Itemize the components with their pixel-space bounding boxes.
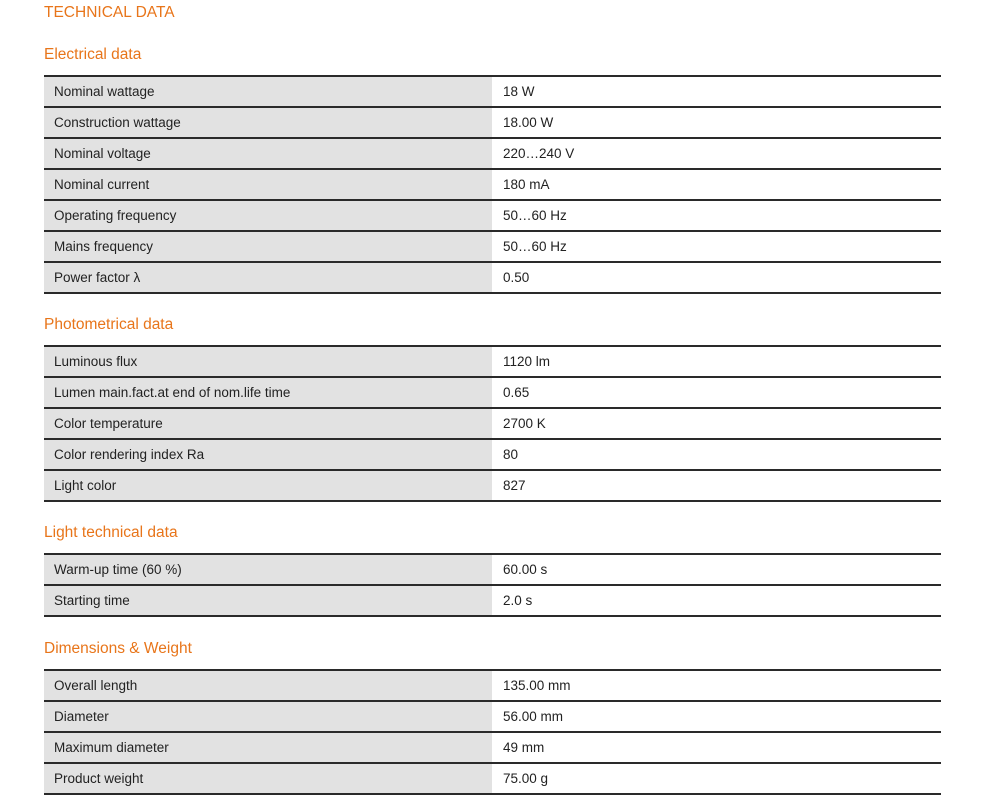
row-value: 180 mA <box>493 169 942 200</box>
row-value: 135.00 mm <box>493 670 942 701</box>
table-row <box>44 439 941 470</box>
row-value: 49 mm <box>493 732 942 763</box>
row-value: 1120 lm <box>493 346 942 377</box>
table-row <box>44 670 941 701</box>
row-value: 827 <box>493 470 942 501</box>
row-label: Maximum diameter <box>44 732 493 763</box>
row-label: Color temperature <box>44 408 493 439</box>
row-value: 18 W <box>493 76 942 107</box>
section-title-light-technical: Light technical data <box>44 524 178 541</box>
table-row <box>44 470 941 501</box>
table-row <box>44 585 941 616</box>
row-label: Color rendering index Ra <box>44 439 493 470</box>
row-value: 50…60 Hz <box>493 231 942 262</box>
row-value: 0.50 <box>493 262 942 293</box>
table-row <box>44 554 941 585</box>
table-row <box>44 763 941 794</box>
electrical-data-table <box>44 75 941 294</box>
table-row <box>44 377 941 408</box>
table-row <box>44 346 941 377</box>
row-value: 75.00 g <box>493 763 942 794</box>
table-row <box>44 231 941 262</box>
table-row <box>44 76 941 107</box>
row-label: Lumen main.fact.at end of nom.life time <box>44 377 493 408</box>
table-row <box>44 732 941 763</box>
row-label: Mains frequency <box>44 231 493 262</box>
row-label: Power factor λ <box>44 262 493 293</box>
dimensions-weight-data-table <box>44 669 941 795</box>
section-title-dimensions-weight: Dimensions & Weight <box>44 640 192 657</box>
row-value: 60.00 s <box>493 554 942 585</box>
row-label: Warm-up time (60 %) <box>44 554 493 585</box>
row-label: Overall length <box>44 670 493 701</box>
row-label: Construction wattage <box>44 107 493 138</box>
row-label: Starting time <box>44 585 493 616</box>
row-value: 56.00 mm <box>493 701 942 732</box>
photometrical-data-table <box>44 345 941 502</box>
table-row <box>44 200 941 231</box>
table-row <box>44 408 941 439</box>
row-label: Nominal current <box>44 169 493 200</box>
row-value: 0.65 <box>493 377 942 408</box>
table-row <box>44 138 941 169</box>
row-label: Light color <box>44 470 493 501</box>
row-label: Nominal voltage <box>44 138 493 169</box>
row-value: 2700 K <box>493 408 942 439</box>
row-label: Luminous flux <box>44 346 493 377</box>
row-value: 220…240 V <box>493 138 942 169</box>
table-row <box>44 169 941 200</box>
row-value: 18.00 W <box>493 107 942 138</box>
row-value: 50…60 Hz <box>493 200 942 231</box>
row-label: Nominal wattage <box>44 76 493 107</box>
row-value: 2.0 s <box>493 585 942 616</box>
row-label: Product weight <box>44 763 493 794</box>
row-value: 80 <box>493 439 942 470</box>
page-title: TECHNICAL DATA <box>44 4 175 21</box>
section-title-electrical: Electrical data <box>44 46 142 63</box>
table-row <box>44 701 941 732</box>
light-technical-data-table <box>44 553 941 617</box>
table-row <box>44 262 941 293</box>
section-title-photometrical: Photometrical data <box>44 316 174 333</box>
row-label: Diameter <box>44 701 493 732</box>
table-row <box>44 107 941 138</box>
row-label: Operating frequency <box>44 200 493 231</box>
